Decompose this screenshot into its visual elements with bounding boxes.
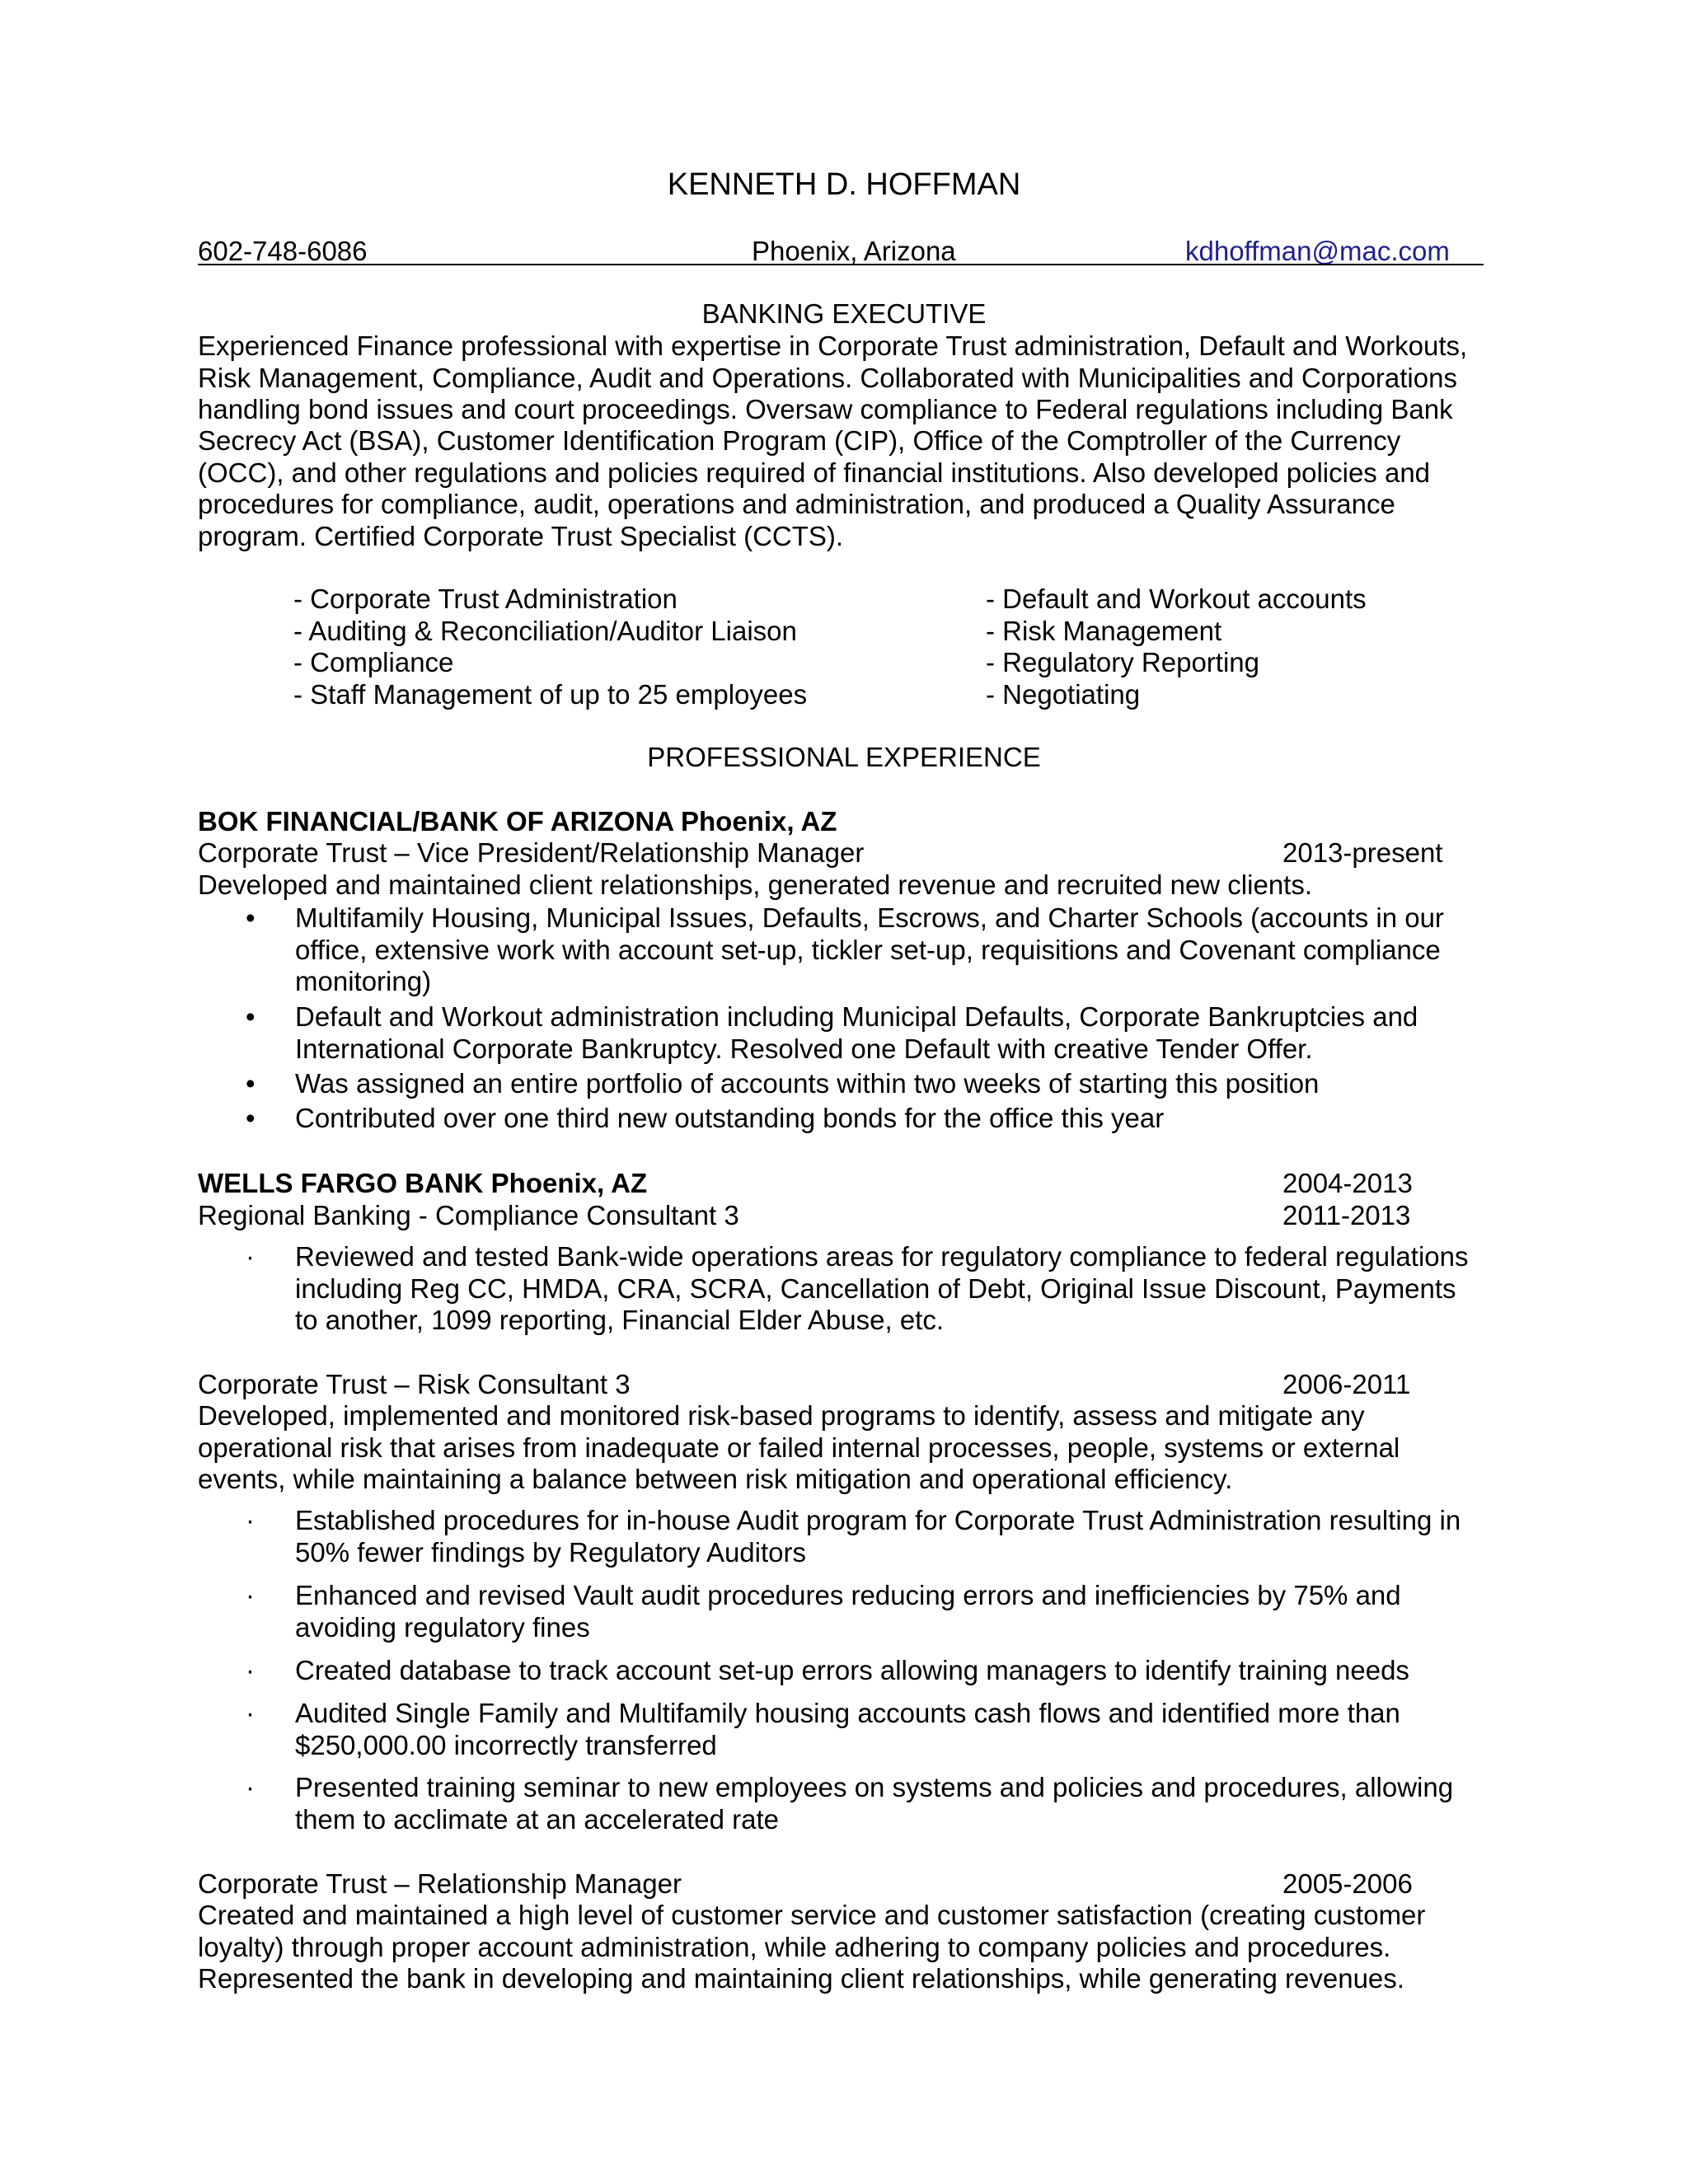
summary-line: procedures for compliance, audit, operations and administration, and produced a Quality Assurance [198,489,1395,519]
candidate-name: KENNETH D. HOFFMAN [667,167,1021,202]
skill-item: - Regulatory Reporting [986,647,1259,677]
bullet-text: Enhanced and revised Vault audit procedures reducing errors and inefficiencies by 75% and avoiding regulatory fines [295,1580,1401,1643]
summary-line: Risk Management, Compliance, Audit and Operations. Collaborated with Municipalities and Corporations [198,363,1457,393]
company-dates: 2004-2013 [1282,1168,1413,1198]
experience-title: PROFESSIONAL EXPERIENCE [647,742,1041,772]
bullet-icon: · [246,1580,255,1610]
bullet-text: Was assigned an entire portfolio of accounts within two weeks of starting this position [295,1068,1320,1099]
job-title: Corporate Trust – Vice President/Relationship Manager [198,837,865,868]
phone-number: 602-748-6086 [198,236,368,266]
bullet-icon: • [246,1001,256,1032]
job-dates: 2013-present [1282,837,1443,868]
skill-item: - Default and Workout accounts [986,583,1367,614]
bullet-text: Default and Workout administration including Municipal Defaults, Corporate Bankruptcies and International Corporate Bankruptcy. Resolved one Default with creative Tender Offer. [295,1001,1418,1064]
summary-line: handling bond issues and court proceedings. Oversaw compliance to Federal regulations including Bank [198,394,1453,424]
summary-line: program. Certified Corporate Trust Specialist (CCTS). [198,521,844,551]
bullet-icon: · [246,1241,255,1272]
bullet-text: Established procedures for in-house Audit program for Corporate Trust Administration resulting in 50% fewer findings by Regulatory Auditors [295,1505,1461,1568]
skill-item: - Corporate Trust Administration [293,583,678,614]
bullet-icon: • [246,1103,256,1133]
job-description: Developed and maintained client relationships, generated revenue and recruited new clients. [198,869,1313,900]
job-description: Developed, implemented and monitored risk-based programs to identify, assess and mitigate any operational risk that arises from inadequate or failed internal processes, people, systems or external events, while maintaining a balance between risk mitigation and operational efficiency. [198,1400,1400,1494]
skill-item: - Auditing & Reconciliation/Auditor Liaison [293,616,797,646]
bullet-icon: · [246,1505,255,1535]
email-link[interactable]: kdhoffman@mac.com [1185,236,1450,266]
bullet-icon: • [246,1068,256,1099]
bullet-text: Presented training seminar to new employees on systems and policies and procedures, allowing them to acclimate at an accelerated rate [295,1772,1454,1835]
bullet-text: Audited Single Family and Multifamily housing accounts cash flows and identified more than $250,000.00 incorrectly transferred [295,1698,1400,1760]
job-description: Created and maintained a high level of customer service and customer satisfaction (creating customer loyalty) through proper account administration, while adhering to company policies and procedures. Represented the bank in developing and maintaining client relationships, while generating revenues. [198,1900,1426,1994]
summary-title: BANKING EXECUTIVE [701,298,987,329]
summary-line: Secrecy Act (BSA), Customer Identification Program (CIP), Office of the Comptroller of the Currency [198,425,1401,456]
summary-line: (OCC), and other regulations and policies required of financial institutions. Also developed policies and [198,457,1431,488]
bullet-text: Reviewed and tested Bank-wide operations areas for regulatory compliance to federal regulations including Reg CC, HMDA, CRA, SCRA, Cancellation of Debt, Original Issue Discount, Payments to another, 1099 reporting, Financial Elder Abuse, etc. [295,1241,1469,1335]
summary-line: Experienced Finance professional with expertise in Corporate Trust administration, Default and Workouts, [198,330,1468,361]
job-title: Regional Banking - Compliance Consultant 3 [198,1200,739,1230]
job-title: Corporate Trust – Relationship Manager [198,1868,682,1899]
bullet-text: Multifamily Housing, Municipal Issues, Defaults, Escrows, and Charter Schools (accounts in our office, extensive work with account set-up, tickler set-up, requisitions and Covenant compliance monitoring) [295,902,1444,996]
contact-underline [198,264,1484,265]
skill-item: - Risk Management [986,616,1222,646]
bullet-text: Created database to track account set-up errors allowing managers to identify training needs [295,1655,1409,1685]
job-dates: 2005-2006 [1282,1868,1413,1899]
job-title: Corporate Trust – Risk Consultant 3 [198,1369,631,1399]
skill-item: - Staff Management of up to 25 employees [293,679,808,710]
bullet-icon: • [246,902,256,933]
skill-item: - Negotiating [986,679,1141,710]
bullet-icon: · [246,1698,255,1728]
location: Phoenix, Arizona [752,236,956,266]
bullet-icon: · [246,1772,255,1802]
bullet-icon: · [246,1655,255,1685]
bullet-text: Contributed over one third new outstanding bonds for the office this year [295,1103,1165,1133]
company-name: BOK FINANCIAL/BANK OF ARIZONA Phoenix, AZ [198,806,837,837]
job-dates: 2011-2013 [1282,1200,1411,1230]
company-name: WELLS FARGO BANK Phoenix, AZ [198,1168,648,1198]
skill-item: - Compliance [293,647,454,677]
job-dates: 2006-2011 [1282,1369,1411,1399]
